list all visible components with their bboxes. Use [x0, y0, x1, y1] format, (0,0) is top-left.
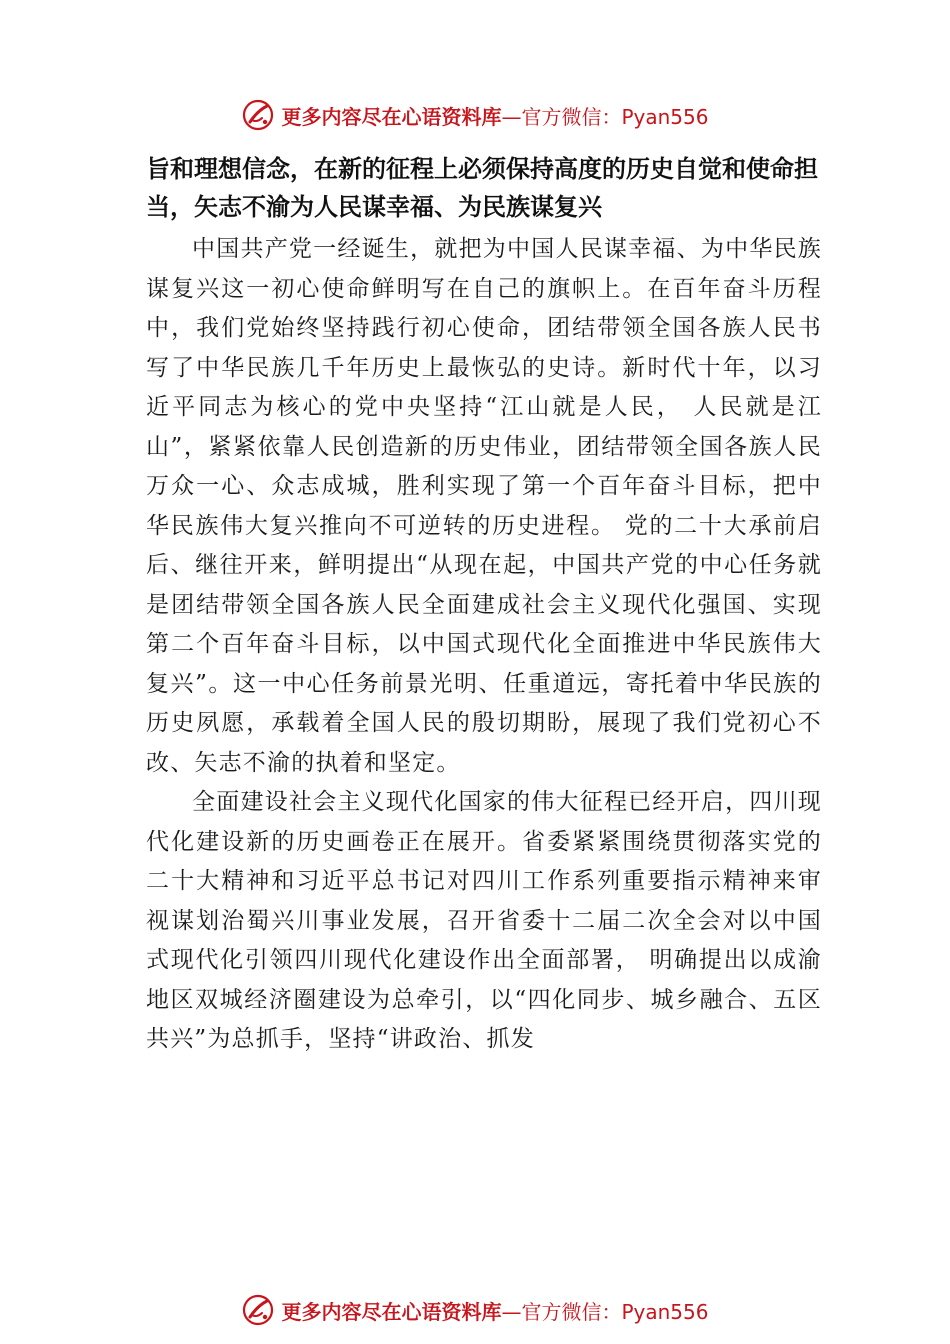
paragraph-2: 全面建设社会主义现代化国家的伟大征程已经开启，四川现代化建设新的历史画卷正在展开。省委紧紧围绕贯彻落实党的二十大精神和习近平总书记对四川工作系列重要指示精神来审视谋划治蜀兴川事业发展，召开省委十二届二次全会对以中国式现代化引领四川现代化建设作出全面部署， 明确提出以成渝地区双城经济圈建设为总牵引，以“四化同步、城乡融合、五区共兴”为总抓手，坚持“讲政治、抓发	[146, 789, 822, 1052]
brush-logo-icon	[241, 1293, 275, 1327]
header-watermark	[0, 95, 950, 135]
document-body	[146, 150, 822, 1060]
paragraph-1: 中国共产党一经诞生，就把为中国人民谋幸福、为中华民族谋复兴这一初心使命鲜明写在自己的旗帜上。在百年奋斗历程中，我们党始终坚持践行初心使命，团结带领全国各族人民书写了中华民族几千年历史上最恢弘的史诗。新时代十年，以习近平同志为核心的党中央坚持“江山就是人民， 人民就是江山”，紧紧依靠人民创造新的历史伟业，团结带领全国各族人民万众一心、众志成城，胜利实现了第一个百年奋斗目标，把中华民族伟大复兴推向不可逆转的历史进程。 党的二十大承前启后、继往开来，鲜明提出“从现在起，中国共产党的中心任务就是团结带领全国各族人民全面建成社会主义现代化强国、实现第二个百年奋斗目标，以中国式现代化全面推进中华民族伟大复兴”。这一中心任务前景光明、任重道远，寄托着中华民族的历史夙愿，承载着全国人民的殷切期盼，展现了我们党初心不改、矢志不渝的执着和坚定。	[146, 236, 822, 776]
watermark-site-name: 更多内容尽在心语资料库	[281, 104, 502, 129]
section-heading: 旨和理想信念，在新的征程上必须保持高度的历史自觉和使命担当，矢志不渝为人民谋幸福、为民族谋复兴	[146, 155, 818, 221]
brush-logo-icon	[241, 98, 275, 132]
watermark-wechat: —官方微信：Pyan556	[501, 104, 709, 129]
footer-watermark	[0, 1290, 950, 1330]
watermark-wechat: —官方微信：Pyan556	[501, 1299, 709, 1324]
watermark-site-name: 更多内容尽在心语资料库	[281, 1299, 502, 1324]
